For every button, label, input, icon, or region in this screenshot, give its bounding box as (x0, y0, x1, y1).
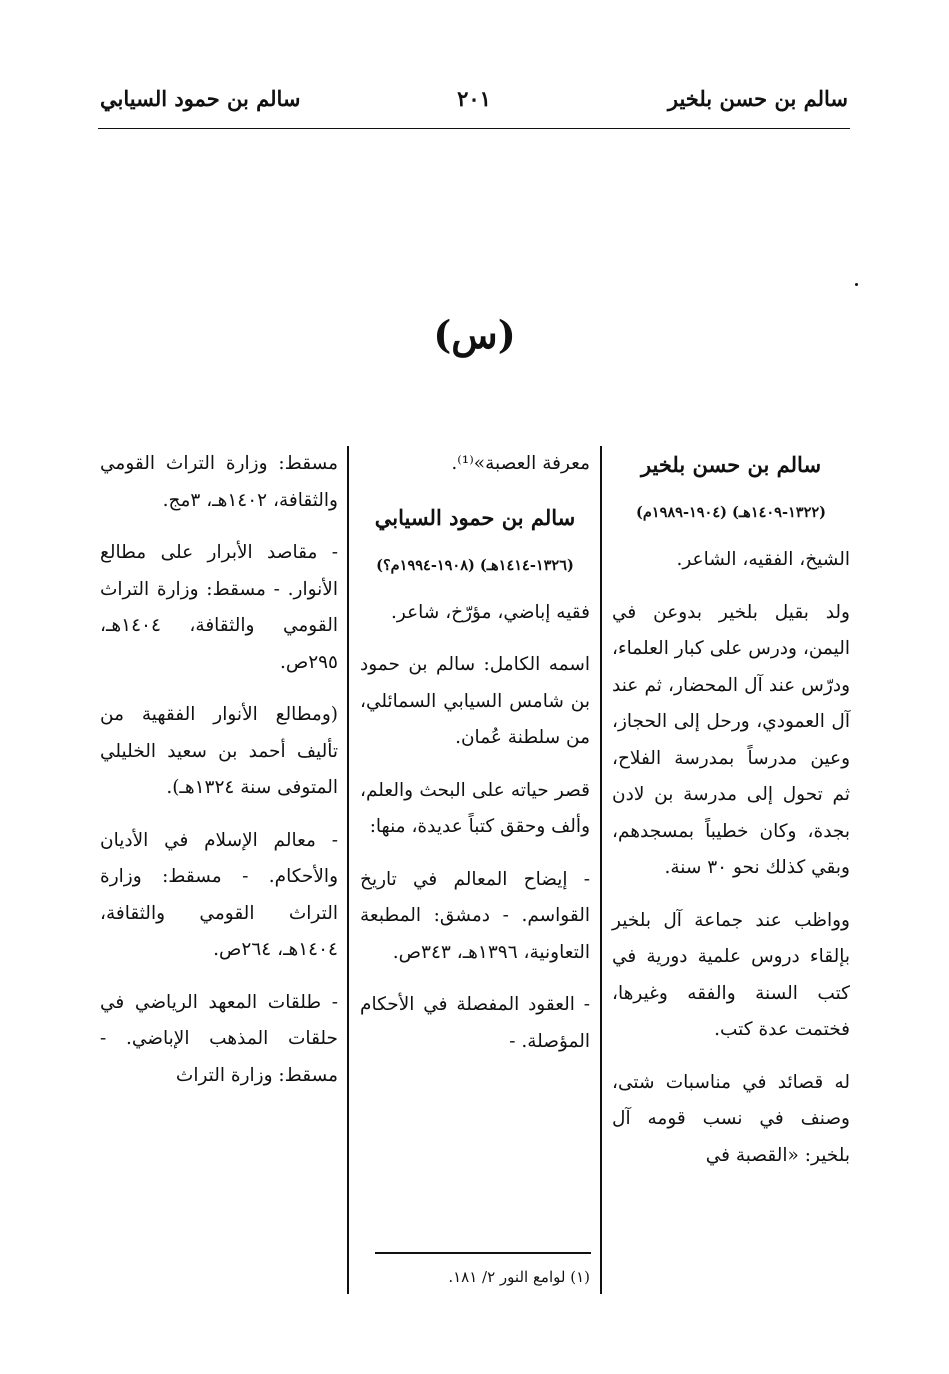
paragraph: (ومطالع الأنوار الفقهية من تأليف أحمد بن سعيد الخليلي المتوفى سنة ١٣٢٤هـ). (100, 704, 338, 798)
paragraph: - معالم الإسلام في الأديان والأحكام. - مسقط: وزارة التراث القومي والثقافة، ١٤٠٤هـ، ٢٦٤ص. (100, 829, 338, 960)
paragraph: - العقود المفصلة في الأحكام المؤصلة. - (360, 994, 590, 1052)
header-right-title: سالم بن حسن بلخير (667, 86, 848, 111)
paragraph: ولد بقيل بلخير بدوعن في اليمن، ودرس على كبار العلماء، ودرّس عند آل المحضار، ثم عند آل العمودي، ورحل إلى الحجاز، وعين مدرساً بمدرسة الفلاح، ثم تحول إلى مدرسة بن لادن بجدة، وكان خطيباً بمسجدهم، وبقي كذلك نحو ٣٠ سنة. (612, 601, 850, 878)
paragraph: الشيخ، الفقيه، الشاعر. (676, 549, 850, 570)
column-right (612, 446, 850, 1190)
paragraph: اسمه الكامل: سالم بن حمود بن شامس السيابي السمائلي، من سلطنة عُمان. (360, 654, 590, 748)
footnote-rule (375, 1252, 591, 1254)
entry-title: سالم بن حمود السيابي (374, 504, 576, 530)
paragraph: معرفة العصبة»⁽¹⁾. (451, 453, 590, 474)
paragraph: - إيضاح المعالم في تاريخ القواسم. - دمشق: المطبعة التعاونية، ١٣٩٦هـ، ٣٤٣ص. (360, 868, 590, 963)
running-header (98, 86, 850, 129)
footnote: (١) لوامع النور ٢/ ١٨١. (448, 1268, 590, 1286)
entry-dates: (١٣٢٦-١٤١٤هـ) (١٩٠٨-١٩٩٤م؟) (376, 556, 574, 574)
entry-dates: (١٣٢٢-١٤٠٩هـ) (١٩٠٤-١٩٨٩م) (635, 504, 827, 521)
column-left (100, 446, 338, 1110)
column-middle (360, 446, 590, 1076)
entry-title: سالم بن حسن بلخير (640, 452, 822, 477)
paragraph: فقيه إباضي، مؤرّخ، شاعر. (391, 601, 590, 623)
stray-dot (855, 283, 858, 286)
section-letter: (س) (433, 312, 516, 357)
page-number: ٢٠١ (457, 86, 491, 111)
paragraph: - طلقات المعهد الرياضي في حلقات المذهب الإباضي. - مسقط: وزارة التراث (100, 991, 338, 1086)
paragraph: مسقط: وزارة التراث القومي والثقافة، ١٤٠٢هـ، ٣مج. (100, 453, 338, 511)
header-left-title: سالم بن حمود السيابي (100, 86, 301, 111)
paragraph: له قصائد في مناسبات شتى، وصنف في نسب قومه آل بلخير: «القصبة في (612, 1071, 850, 1166)
paragraph: وواظب عند جماعة آل بلخير بإلقاء دروس علمية دورية في كتب السنة والفقه وغيرها، فختمت عدة كتب. (612, 909, 850, 1040)
paragraph: قصر حياته على البحث والعلم، وألف وحقق كتباً عديدة، منها: (360, 779, 590, 837)
column-divider-right (600, 446, 602, 1294)
paragraph: - مقاصد الأبرار على مطالع الأنوار. - مسقط: وزارة التراث القومي والثقافة، ١٤٠٤هـ، ٢٩٥ص. (100, 542, 338, 673)
column-divider-left (347, 446, 349, 1294)
